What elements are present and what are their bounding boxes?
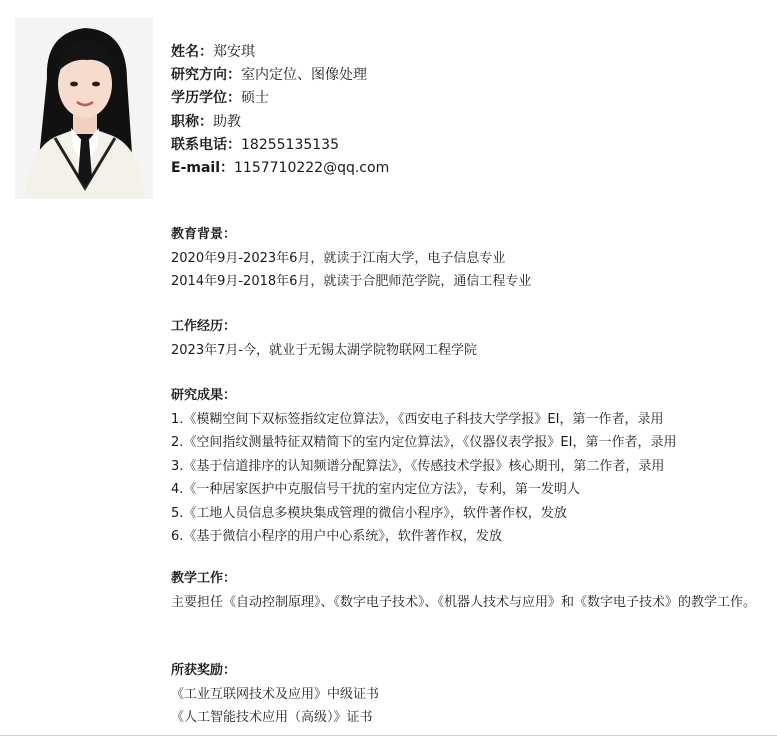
- research-item: 2.《空间指纹测量特征双精简下的室内定位算法》，《仪器仪表学报》EI，第一作者，录用: [171, 435, 677, 450]
- profile-photo: [15, 18, 153, 199]
- email-label: E-mail：: [171, 159, 235, 176]
- awards-section: [171, 659, 771, 730]
- research-item: 5.《工地人员信息多模块集成管理的微信小程序》，软件著作权，发放: [171, 505, 567, 521]
- name-value: 郑安琪: [213, 44, 255, 60]
- work-heading: 工作经历：: [171, 319, 237, 334]
- research-direction-row: [171, 64, 389, 87]
- education-item: 2014年9月-2018年6月，就读于合肥师范学院，通信工程专业: [171, 274, 532, 289]
- title-row: [171, 111, 389, 134]
- teaching-section: [171, 567, 771, 614]
- award-item: 《工业互联网技术及应用》中级证书: [171, 686, 380, 702]
- name-label: 姓名：: [171, 44, 213, 60]
- phone-label: 联系电话：: [171, 136, 241, 153]
- teaching-heading: 教学工作：: [171, 571, 237, 586]
- degree-label: 学历学位：: [171, 90, 241, 107]
- research-heading: 研究成果：: [171, 388, 237, 403]
- title-label: 职称：: [171, 113, 213, 130]
- research-item: 3.《基于信道排序的认知频谱分配算法》，《传感技术学报》核心期刊，第二作者，录用: [171, 458, 665, 474]
- research-item: 6.《基于微信小程序的用户中心系统》，软件著作权，发放: [171, 529, 502, 544]
- work-item: 2023年7月-今，就业于无锡太湖学院物联网工程学院: [171, 342, 478, 358]
- portrait-image: [15, 18, 153, 199]
- degree-row: [171, 87, 389, 110]
- phone-row: [171, 134, 389, 157]
- email-value[interactable]: 1157710222@qq.com: [234, 159, 390, 176]
- research-direction-value: 室内定位、图像处理: [241, 67, 367, 84]
- name-row: [171, 41, 389, 64]
- degree-value: 硕士: [241, 90, 269, 107]
- research-item: 1.《模糊空间下双标签指纹定位算法》，《西安电子科技大学学报》EI，第一作者，录用: [171, 411, 664, 427]
- teaching-text: 主要担任《自动控制原理》、《数字电子技术》、《机器人技术与应用》和《数字电子技术》的教学工作。: [171, 594, 757, 610]
- work-section: [171, 315, 771, 362]
- title-value: 助教: [213, 113, 241, 130]
- education-section: [171, 223, 771, 294]
- bottom-divider: [0, 735, 777, 736]
- education-heading: 教育背景：: [171, 227, 237, 242]
- email-row: [171, 157, 389, 180]
- award-item: 《人工智能技术应用（高级）》证书: [171, 710, 373, 725]
- profile-info: [171, 41, 389, 180]
- research-direction-label: 研究方向：: [171, 67, 241, 84]
- education-item: 2020年9月-2023年6月，就读于江南大学，电子信息专业: [171, 250, 506, 266]
- phone-value: 18255135135: [241, 136, 339, 153]
- research-item: 4.《一种居家医护中克服信号干扰的室内定位方法》，专利，第一发明人: [171, 482, 580, 497]
- awards-heading: 所获奖励：: [171, 663, 237, 678]
- research-section: [171, 384, 771, 549]
